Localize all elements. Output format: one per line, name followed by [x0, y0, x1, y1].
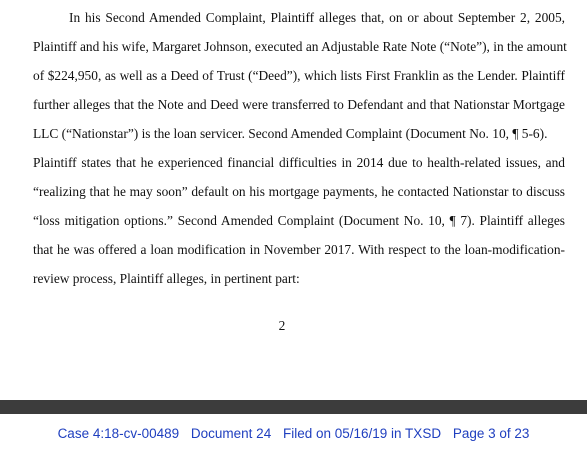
- paragraph-line: review process, Plaintiff alleges, in pertinent part:: [33, 271, 300, 286]
- paragraph-line: “realizing that he may soon” default on his mortgage payments, he contacted Nationstar to discuss: [33, 184, 565, 199]
- paragraph-line: “loss mitigation options.” Second Amended Complaint (Document No. 10, ¶ 7). Plaintiff alleges: [33, 213, 565, 228]
- document-number: Document 24: [190, 426, 272, 441]
- page-divider: [0, 400, 587, 414]
- paragraph-line: Plaintiff states that he experienced financial difficulties in 2014 due to health-related issues, and: [33, 155, 565, 170]
- paragraph-line: that he was offered a loan modification in November 2017. With respect to the loan-modification-: [33, 242, 565, 257]
- page-number: 2: [278, 318, 286, 333]
- paragraph-line: In his Second Amended Complaint, Plaintiff alleges that, on or about September 2, 2005,: [69, 10, 565, 25]
- filed-date: Filed on 05/16/19 in TXSD: [282, 426, 442, 441]
- paragraph-line: further alleges that the Note and Deed were transferred to Defendant and that Nationstar Mortgage: [33, 97, 565, 112]
- case-number: Case 4:18-cv-00489: [57, 426, 180, 441]
- paragraph-line: of $224,950, as well as a Deed of Trust (“Deed”), which lists First Franklin as the Lender. Plaintiff: [33, 68, 565, 83]
- paragraph-line: LLC (“Nationstar”) is the loan servicer. Second Amended Complaint (Document No. 10, ¶ 5-6).: [33, 126, 548, 141]
- court-filing-footer: [0, 414, 587, 472]
- paragraph-line: Plaintiff and his wife, Margaret Johnson, executed an Adjustable Rate Note (“Note”), in the amount: [33, 39, 567, 54]
- filing-stamp: [0, 426, 587, 441]
- page-count: Page 3 of 23: [452, 426, 530, 441]
